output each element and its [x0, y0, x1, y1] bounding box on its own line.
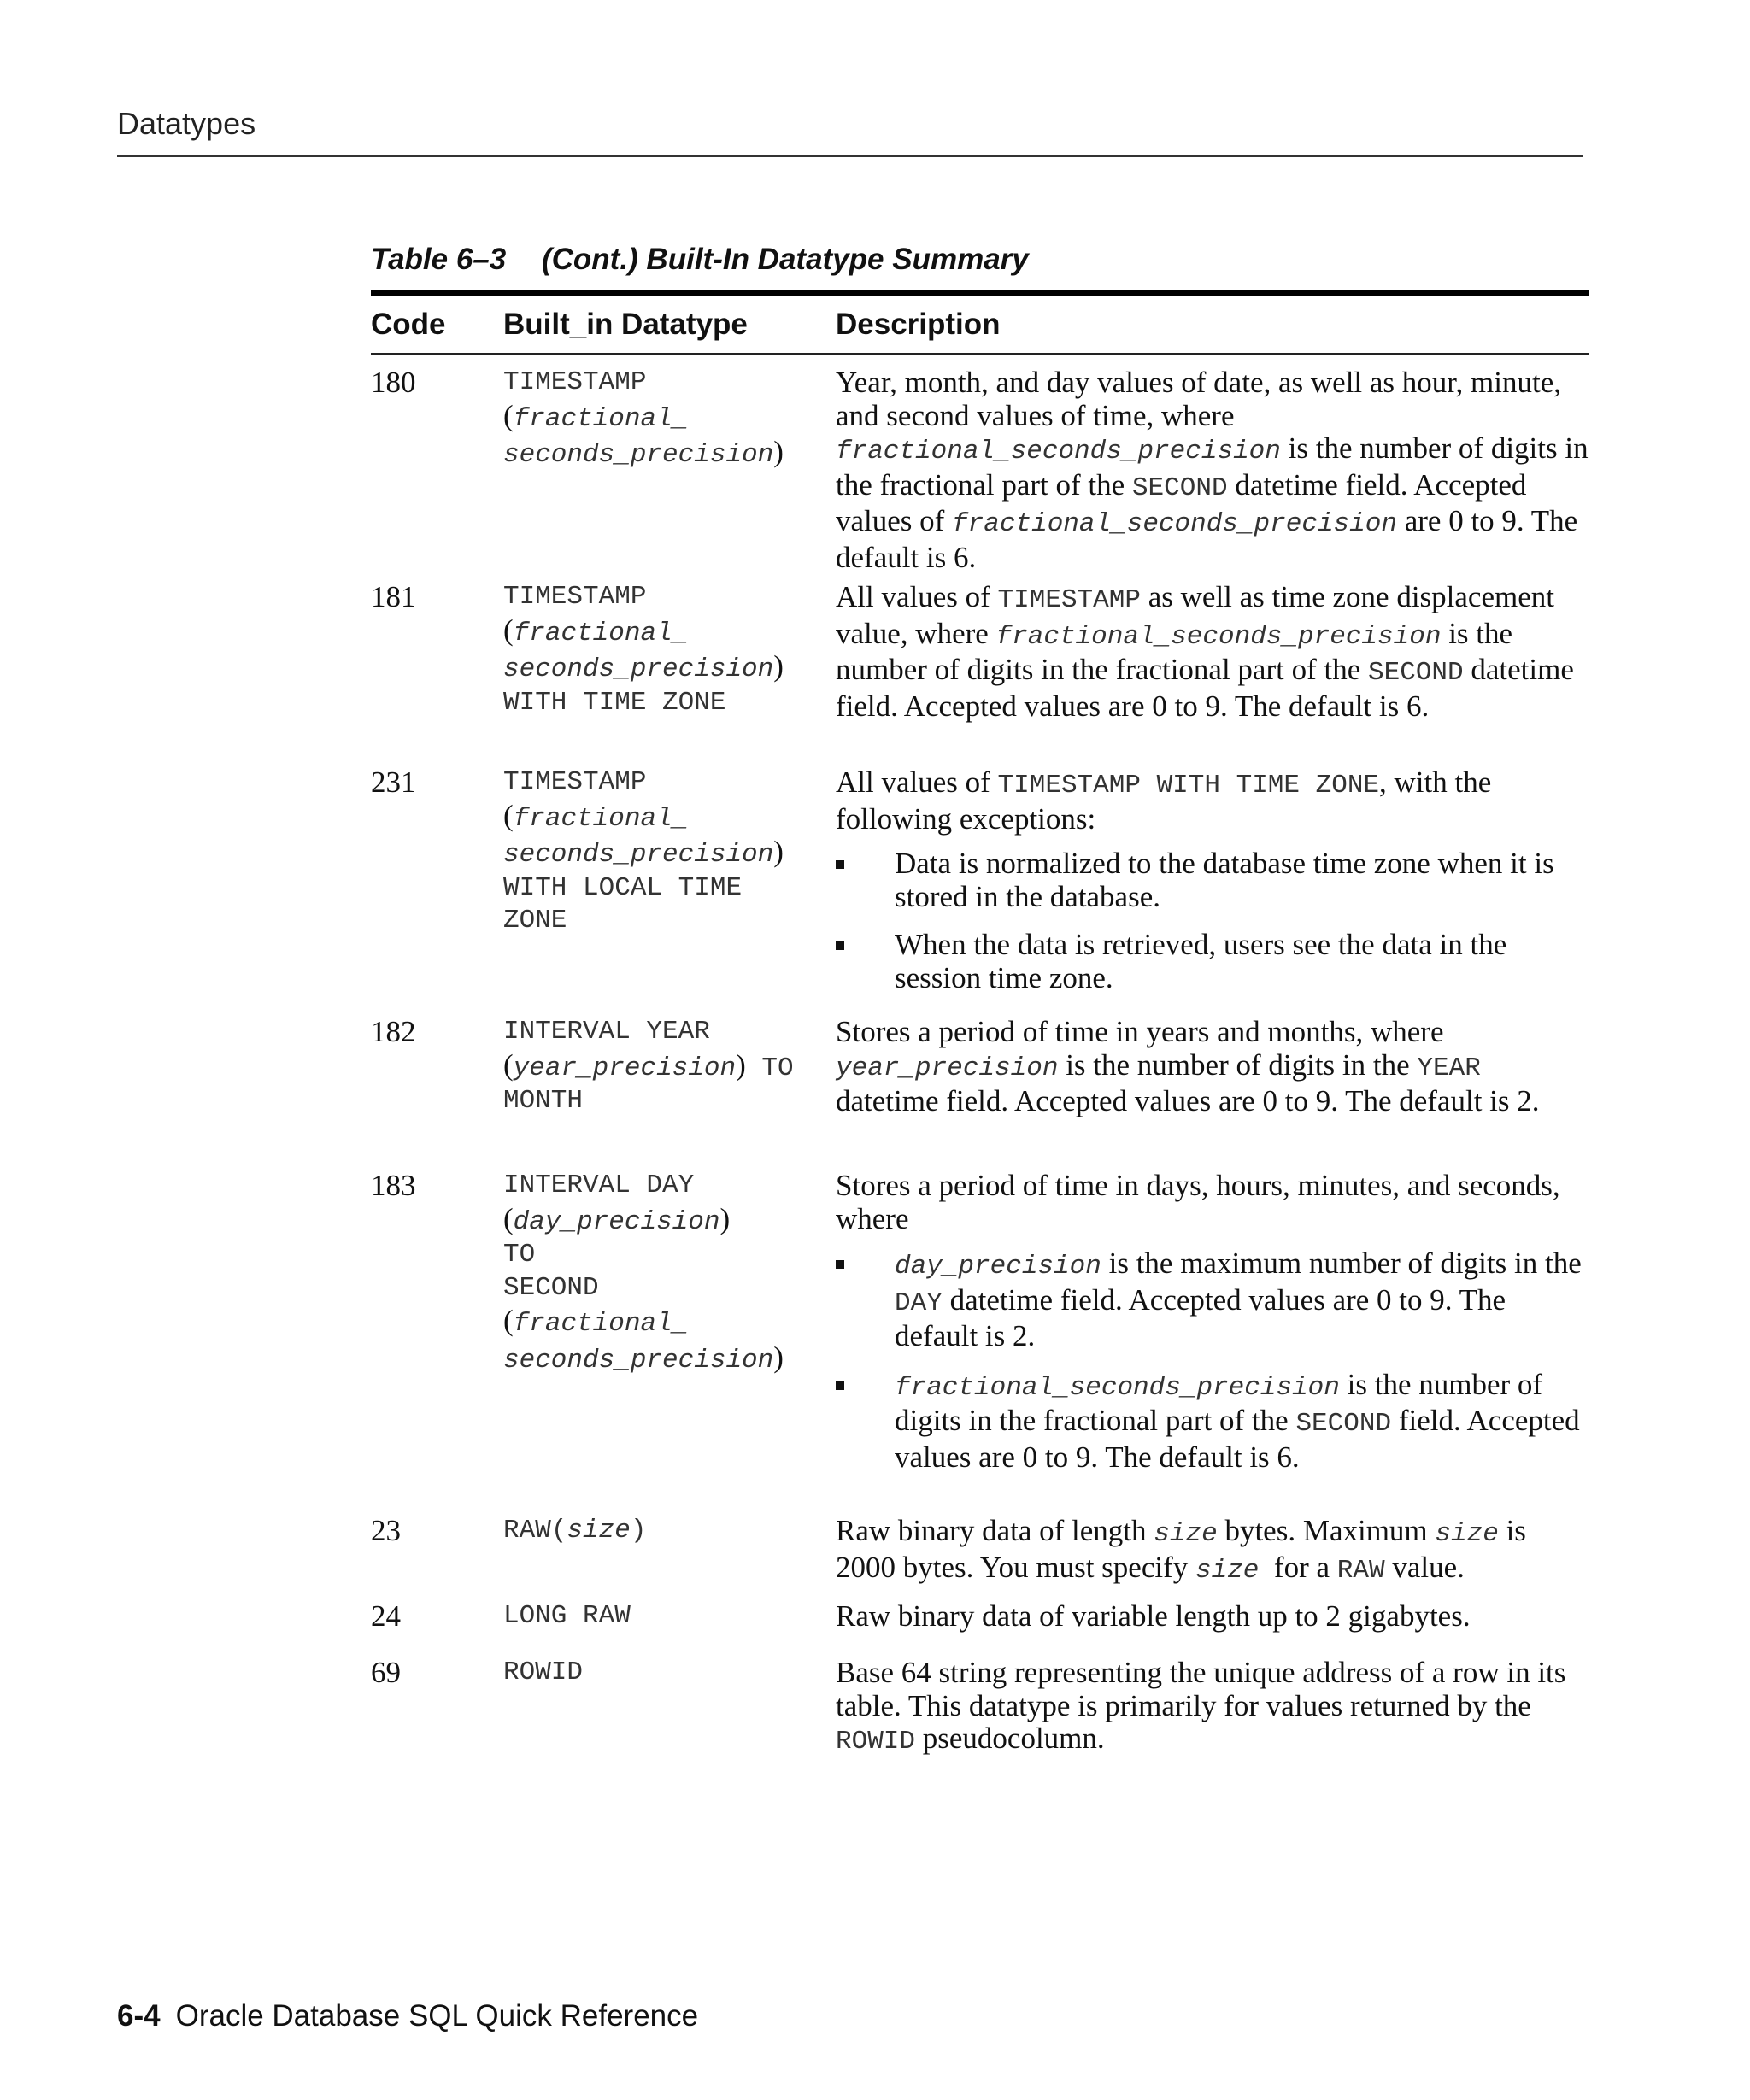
description-text: Year, month, and day values of date, as well as hour, minute, and second values of time, where — [836, 366, 1562, 432]
datatype-cell: TIMESTAMP (fractional_ seconds_precision) — [503, 367, 784, 470]
keyword: ROWID — [836, 1727, 916, 1757]
code-cell: 183 — [371, 1169, 416, 1202]
description-text: Base 64 string representing the unique address of a row in its table. This datatype is primarily for values returned by the — [836, 1656, 1566, 1722]
code-cell: 231 — [371, 766, 416, 799]
page-number: 6-4 — [117, 1999, 161, 2033]
description-text: datetime field. Accepted values are 0 to 9. The default is 2. — [836, 1084, 1540, 1117]
description-cell: Raw binary data of variable length up to 2 gigabytes. — [836, 1599, 1471, 1633]
keyword: TO MONTH — [503, 1053, 794, 1116]
description-text: Stores a period of time in years and months, where — [836, 1015, 1444, 1048]
table-row — [371, 1006, 1589, 1159]
bullet-text: Data is normalized to the database time zone when it is stored in the database. — [895, 847, 1554, 913]
description-text: is the number of digits in the fractional part of the — [836, 616, 1513, 686]
table-row — [371, 1590, 1589, 1646]
list-item — [836, 848, 1589, 913]
keyword: INTERVAL DAY — [503, 1170, 695, 1200]
description-cell — [836, 1170, 1589, 1505]
parameter: fractional_ — [513, 803, 689, 834]
description-cell — [836, 1515, 1589, 1590]
description-cell — [836, 367, 1589, 574]
datatype-cell: TIMESTAMP (fractional_ seconds_precision) WITH TIME ZONE — [503, 582, 784, 718]
parameter: fractional_seconds_precision — [995, 621, 1442, 652]
description-text: value. — [1384, 1550, 1465, 1584]
bullet-list — [836, 848, 1589, 994]
list-item — [836, 1369, 1589, 1475]
bullet-text: field. Accepted values are 0 to 9. The default is 6. — [895, 1404, 1580, 1474]
keyword: TIMESTAMP — [503, 767, 647, 797]
table-row — [371, 1505, 1589, 1590]
table-row — [371, 569, 1589, 754]
code-cell: 182 — [371, 1015, 416, 1048]
keyword: TIMESTAMP WITH TIME ZONE — [997, 771, 1380, 801]
keyword: SECOND — [1368, 658, 1464, 688]
code-cell: 181 — [371, 580, 416, 613]
parameter: seconds_precision — [503, 654, 774, 684]
description-cell — [836, 766, 1589, 1006]
bullet-icon — [836, 860, 844, 869]
parameter: fractional_ — [513, 618, 689, 648]
datatype-cell: INTERVAL DAY (day_precision) TO SECOND (fractional_ seconds_precision) — [503, 1170, 784, 1376]
keyword: RAW — [503, 1516, 551, 1546]
parameter: fractional_seconds_precision — [895, 1372, 1340, 1403]
bullet-text: is the number of digits in the fractional part of the — [895, 1367, 1543, 1437]
description-text: is 2000 bytes. You must specify — [836, 1514, 1526, 1584]
datatype-cell: INTERVAL YEAR (year_precision) TO MONTH — [503, 1017, 794, 1116]
table-row — [371, 355, 1589, 574]
keyword: RAW — [1336, 1555, 1385, 1586]
parameter: size — [1195, 1555, 1260, 1586]
bullet-icon — [836, 1381, 844, 1390]
datatype-cell: TIMESTAMP (fractional_ seconds_precision) WITH LOCAL TIME ZONE — [503, 766, 836, 1006]
parameter: fractional_ — [513, 403, 689, 434]
column-header-datatype: Built_in Datatype — [503, 308, 748, 341]
keyword: INTERVAL YEAR — [503, 1017, 710, 1047]
table-number: Table 6–3 — [371, 243, 507, 276]
keyword: SECOND — [1131, 472, 1228, 503]
parameter: seconds_precision — [503, 840, 774, 870]
datatype-cell: RAW(size) — [503, 1516, 647, 1546]
description-cell — [836, 1016, 1589, 1159]
parameter: day_precision — [895, 1252, 1101, 1282]
table-header-row — [371, 296, 1589, 355]
parameter: year_precision — [513, 1053, 737, 1083]
description-text: as well as time zone displacement value, where — [836, 580, 1554, 650]
datatype-table — [371, 290, 1589, 1759]
description-text: are 0 to 9. The default is 6. — [836, 504, 1578, 574]
keyword: WITH LOCAL TIME ZONE — [503, 872, 743, 936]
column-header-code: Code — [371, 308, 446, 341]
bullet-text: is the maximum number of digits in the — [1101, 1247, 1582, 1280]
running-head: Datatypes — [117, 106, 256, 141]
keyword: DAY — [895, 1288, 943, 1318]
keyword: TO SECOND — [503, 1240, 599, 1303]
parameter: seconds_precision — [503, 440, 774, 470]
description-text: datetime field. Accepted values are 0 to 9. The default is 6. — [836, 653, 1574, 723]
description-text: pseudocolumn. — [915, 1722, 1105, 1755]
code-cell: 69 — [371, 1656, 401, 1689]
parameter: fractional_seconds_precision — [952, 509, 1397, 539]
keyword: TIMESTAMP — [503, 367, 647, 397]
keyword: TIMESTAMP — [503, 582, 647, 612]
datatype-cell: ROWID — [503, 1657, 584, 1687]
bullet-text: When the data is retrieved, users see the data in the session time zone. — [895, 928, 1507, 994]
description-text: , with the following exceptions: — [836, 766, 1492, 836]
list-item — [836, 1247, 1589, 1353]
description-cell — [836, 1657, 1589, 1759]
header-rule — [117, 155, 1583, 157]
parameter: size — [1435, 1519, 1499, 1549]
keyword: YEAR — [1417, 1053, 1481, 1083]
datatype-cell: LONG RAW — [503, 1601, 631, 1631]
parameter: year_precision — [836, 1053, 1059, 1083]
parameter: fractional_seconds_precision — [836, 437, 1281, 466]
table-caption — [371, 243, 1029, 277]
bullet-text: datetime field. Accepted values are 0 to 9. The default is 2. — [895, 1282, 1506, 1352]
column-header-description: Description — [836, 308, 1001, 341]
parameter: size — [567, 1516, 631, 1546]
book-title: Oracle Database SQL Quick Reference — [175, 1999, 699, 2033]
description-text: bytes. Maximum — [1217, 1514, 1436, 1547]
description-text: is the number of digits in the — [1058, 1047, 1418, 1082]
description-text: for a — [1259, 1550, 1337, 1584]
code-cell: 180 — [371, 366, 416, 399]
code-cell: 23 — [371, 1514, 401, 1547]
keyword: SECOND — [1295, 1409, 1392, 1439]
page-footer — [117, 1999, 698, 2033]
bullet-list — [836, 1247, 1589, 1474]
bullet-icon — [836, 941, 844, 950]
description-cell — [836, 581, 1589, 754]
description-text: All values of — [836, 766, 998, 799]
description-text: All values of — [836, 580, 998, 613]
parameter: seconds_precision — [503, 1345, 774, 1376]
description-text: Raw binary data of length — [836, 1514, 1154, 1547]
parameter: day_precision — [513, 1206, 720, 1237]
table-row — [371, 754, 1589, 1006]
table-row — [371, 1646, 1589, 1759]
code-cell: 24 — [371, 1599, 401, 1633]
table-row — [371, 1159, 1589, 1505]
parameter: size — [1154, 1519, 1218, 1549]
description-text: Stores a period of time in days, hours, minutes, and seconds, where — [836, 1169, 1560, 1235]
bullet-icon — [836, 1260, 844, 1269]
keyword: WITH TIME ZONE — [503, 687, 726, 718]
description-text: datetime field. Accepted values of — [836, 467, 1527, 537]
table-title: (Cont.) Built-In Datatype Summary — [541, 243, 1029, 276]
list-item — [836, 929, 1589, 994]
parameter: fractional_ — [513, 1309, 689, 1339]
description-text: is the number of digits in the fractional part of the — [836, 431, 1589, 502]
keyword: TIMESTAMP — [997, 585, 1141, 615]
